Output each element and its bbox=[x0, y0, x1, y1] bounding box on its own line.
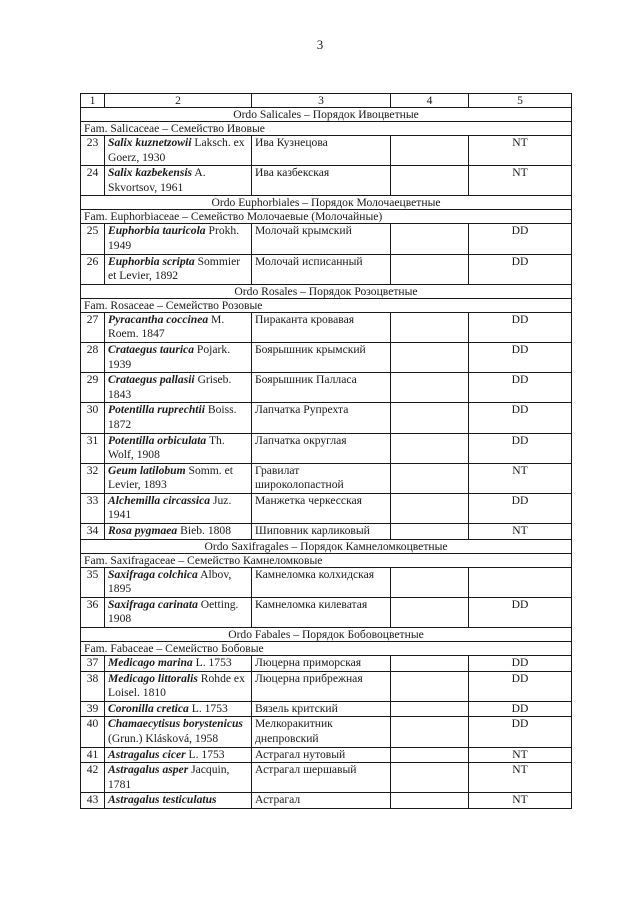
ordo-row bbox=[81, 628, 572, 642]
table-row bbox=[81, 463, 572, 493]
species-name-cell bbox=[105, 312, 252, 342]
family-row bbox=[81, 642, 572, 656]
species-name-cell bbox=[105, 403, 252, 433]
header-col-1: 1 bbox=[81, 94, 105, 108]
ordo-heading: Ordo Euphorbiales – Порядок Молочаецветные bbox=[81, 196, 572, 210]
species-name-cell bbox=[105, 524, 252, 540]
latin-name: Astragalus asper bbox=[108, 763, 189, 777]
column-4-value bbox=[391, 763, 469, 793]
latin-name: Salix kuznetzowii bbox=[108, 136, 192, 149]
row-number: 41 bbox=[81, 747, 105, 763]
species-name-cell bbox=[105, 166, 252, 196]
page-number: 3 bbox=[316, 37, 324, 52]
author-citation: Laksch. ex Goerz, 1930 bbox=[108, 136, 245, 164]
author-citation: M. Roem. 1847 bbox=[108, 312, 225, 341]
row-number: 29 bbox=[81, 373, 105, 403]
russian-name: Камнеломка килеватая bbox=[252, 597, 391, 627]
row-number: 33 bbox=[81, 493, 105, 523]
header-col-2: 2 bbox=[105, 94, 252, 108]
species-name-cell bbox=[105, 671, 252, 701]
russian-name: Лапчатка Рупрехта bbox=[252, 403, 391, 433]
column-4-value bbox=[391, 433, 469, 463]
species-name-cell bbox=[105, 793, 252, 809]
latin-name: Chamaecytisus borystenicus bbox=[108, 717, 243, 731]
column-4-value bbox=[391, 403, 469, 433]
status-category: DD bbox=[469, 656, 572, 672]
author-citation: Pojark. 1939 bbox=[108, 342, 231, 371]
author-citation: Boiss. 1872 bbox=[108, 403, 237, 431]
author-citation: L. 1753 bbox=[195, 656, 232, 670]
species-name-cell bbox=[105, 224, 252, 254]
family-row bbox=[81, 210, 572, 224]
latin-name: Potentilla orbiculata bbox=[108, 433, 207, 447]
table-row bbox=[81, 433, 572, 463]
russian-name: Боярышник Палласа bbox=[252, 373, 391, 403]
status-category: NT bbox=[469, 463, 572, 493]
row-number: 37 bbox=[81, 656, 105, 672]
family-heading: Fam. Fabaceae – Семейство Бобовые bbox=[81, 642, 572, 656]
status-category: DD bbox=[469, 254, 572, 284]
status-category: NT bbox=[469, 747, 572, 763]
species-name-cell bbox=[105, 463, 252, 493]
table-row bbox=[81, 763, 572, 793]
row-number: 31 bbox=[81, 433, 105, 463]
row-number: 26 bbox=[81, 254, 105, 284]
ordo-heading: Ordo Saxifragales – Порядок Камнеломкоцветные bbox=[81, 539, 572, 553]
latin-name: Astragalus testiculatus bbox=[108, 793, 217, 807]
family-row bbox=[81, 298, 572, 312]
row-number: 34 bbox=[81, 524, 105, 540]
column-4-value bbox=[391, 656, 469, 672]
author-citation: Th. Wolf, 1908 bbox=[108, 433, 225, 462]
column-4-value bbox=[391, 373, 469, 403]
table-row bbox=[81, 136, 572, 166]
row-number: 28 bbox=[81, 342, 105, 372]
row-number: 24 bbox=[81, 166, 105, 196]
russian-name: Ива Кузнецова bbox=[252, 136, 391, 166]
latin-name: Potentilla ruprechtii bbox=[108, 403, 205, 417]
author-citation: L. 1753 bbox=[188, 747, 225, 761]
row-number: 43 bbox=[81, 793, 105, 809]
russian-name: Люцерна прибрежная bbox=[252, 671, 391, 701]
column-4-value bbox=[391, 701, 469, 717]
column-4-value bbox=[391, 747, 469, 763]
latin-name: Euphorbia tauricola bbox=[108, 224, 206, 238]
table-row bbox=[81, 342, 572, 372]
table-body bbox=[81, 108, 572, 809]
latin-name: Alchemilla circassica bbox=[108, 493, 211, 507]
status-category: DD bbox=[469, 373, 572, 403]
row-number: 36 bbox=[81, 597, 105, 627]
status-category: DD bbox=[469, 342, 572, 372]
author-citation: Somm. et Levier, 1893 bbox=[108, 463, 233, 492]
family-heading: Fam. Euphorbiaceae – Семейство Молочаевые (Молочайные) bbox=[81, 210, 572, 224]
row-number: 39 bbox=[81, 701, 105, 717]
author-citation: Rohde ex Loisel. 1810 bbox=[108, 671, 245, 700]
column-4-value bbox=[391, 524, 469, 540]
column-4-value bbox=[391, 136, 469, 166]
russian-name: Люцерна приморская bbox=[252, 656, 391, 672]
russian-name: Астрагал bbox=[252, 793, 391, 809]
table-row bbox=[81, 567, 572, 597]
latin-name: Crataegus pallasii bbox=[108, 373, 195, 387]
russian-name: Молочай крымский bbox=[252, 224, 391, 254]
column-4-value bbox=[391, 463, 469, 493]
ordo-heading: Ordo Fabales – Порядок Бобовоцветные bbox=[81, 628, 572, 642]
ordo-row bbox=[81, 284, 572, 298]
status-category: DD bbox=[469, 597, 572, 627]
russian-name: Гравилат широколопастной bbox=[252, 463, 391, 493]
header-col-3: 3 bbox=[252, 94, 391, 108]
column-4-value bbox=[391, 166, 469, 196]
header-col-5: 5 bbox=[469, 94, 572, 108]
row-number: 30 bbox=[81, 403, 105, 433]
row-number: 42 bbox=[81, 763, 105, 793]
author-citation: Griseb. 1843 bbox=[108, 373, 232, 401]
row-number: 25 bbox=[81, 224, 105, 254]
column-4-value bbox=[391, 342, 469, 372]
status-category bbox=[469, 567, 572, 597]
author-citation: Prokh. 1949 bbox=[108, 224, 240, 252]
species-table bbox=[80, 93, 572, 809]
family-heading: Fam. Salicaceae – Семейство Ивовые bbox=[81, 122, 572, 136]
table-row bbox=[81, 656, 572, 672]
species-name-cell bbox=[105, 763, 252, 793]
latin-name: Saxifraga carinata bbox=[108, 597, 198, 611]
russian-name: Астрагал шершавый bbox=[252, 763, 391, 793]
latin-name: Crataegus taurica bbox=[108, 342, 195, 356]
column-4-value bbox=[391, 717, 469, 747]
column-4-value bbox=[391, 567, 469, 597]
column-4-value bbox=[391, 493, 469, 523]
ordo-heading: Ordo Salicales – Порядок Ивоцветные bbox=[81, 108, 572, 122]
latin-name: Rosa pygmaea bbox=[108, 524, 178, 538]
status-category: DD bbox=[469, 312, 572, 342]
author-citation: Juz. 1941 bbox=[108, 493, 232, 522]
russian-name: Лапчатка округлая bbox=[252, 433, 391, 463]
row-number: 35 bbox=[81, 567, 105, 597]
species-name-cell bbox=[105, 373, 252, 403]
column-4-value bbox=[391, 312, 469, 342]
table-row bbox=[81, 312, 572, 342]
table-row bbox=[81, 493, 572, 523]
species-name-cell bbox=[105, 597, 252, 627]
table-row bbox=[81, 671, 572, 701]
family-row bbox=[81, 122, 572, 136]
species-name-cell bbox=[105, 717, 252, 747]
table-row bbox=[81, 717, 572, 747]
table-row bbox=[81, 166, 572, 196]
species-name-cell bbox=[105, 567, 252, 597]
table-header-row bbox=[81, 94, 572, 108]
status-category: DD bbox=[469, 433, 572, 463]
species-name-cell bbox=[105, 433, 252, 463]
latin-name: Euphorbia scripta bbox=[108, 254, 195, 268]
status-category: NT bbox=[469, 136, 572, 166]
status-category: DD bbox=[469, 403, 572, 433]
species-name-cell bbox=[105, 342, 252, 372]
status-category: DD bbox=[469, 493, 572, 523]
species-name-cell bbox=[105, 701, 252, 717]
latin-name: Geum latilobum bbox=[108, 463, 186, 477]
latin-name: Pyracantha coccinea bbox=[108, 312, 209, 326]
status-category: DD bbox=[469, 671, 572, 701]
russian-name: Шиповник карликовый bbox=[252, 524, 391, 540]
author-citation: L. 1753 bbox=[191, 701, 228, 715]
author-citation: Albov, 1895 bbox=[108, 567, 232, 596]
status-category: NT bbox=[469, 793, 572, 809]
column-4-value bbox=[391, 597, 469, 627]
table-row bbox=[81, 224, 572, 254]
row-number: 40 bbox=[81, 717, 105, 747]
species-name-cell bbox=[105, 254, 252, 284]
status-category: DD bbox=[469, 224, 572, 254]
species-name-cell bbox=[105, 136, 252, 166]
table-row bbox=[81, 524, 572, 540]
species-name-cell bbox=[105, 656, 252, 672]
author-citation: (Grun.) Klásková, 1958 bbox=[108, 732, 219, 745]
header-col-4: 4 bbox=[391, 94, 469, 108]
latin-name: Coronilla cretica bbox=[108, 701, 189, 715]
russian-name: Манжетка черкесская bbox=[252, 493, 391, 523]
author-citation: Oetting. 1908 bbox=[108, 597, 239, 626]
species-name-cell bbox=[105, 747, 252, 763]
table-row bbox=[81, 254, 572, 284]
russian-name: Вязель критский bbox=[252, 701, 391, 717]
row-number: 32 bbox=[81, 463, 105, 493]
status-category: NT bbox=[469, 166, 572, 196]
author-citation: Sommier et Levier, 1892 bbox=[108, 254, 241, 283]
latin-name: Salix kazbekensis bbox=[108, 166, 193, 180]
status-category: NT bbox=[469, 524, 572, 540]
column-4-value bbox=[391, 671, 469, 701]
family-heading: Fam. Saxifragaceae – Семейство Камнеломковые bbox=[81, 553, 572, 567]
family-row bbox=[81, 553, 572, 567]
ordo-row bbox=[81, 196, 572, 210]
latin-name: Astragalus cicer bbox=[108, 747, 186, 761]
row-number: 38 bbox=[81, 671, 105, 701]
status-category: NT bbox=[469, 763, 572, 793]
column-4-value bbox=[391, 224, 469, 254]
latin-name: Medicago marina bbox=[108, 656, 193, 670]
row-number: 23 bbox=[81, 136, 105, 166]
russian-name: Мелкоракитник днепровский bbox=[252, 717, 391, 747]
ordo-row bbox=[81, 108, 572, 122]
column-4-value bbox=[391, 793, 469, 809]
ordo-heading: Ordo Rosales – Порядок Розоцветные bbox=[81, 284, 572, 298]
table-row bbox=[81, 373, 572, 403]
ordo-row bbox=[81, 539, 572, 553]
table-row bbox=[81, 747, 572, 763]
russian-name: Астрагал нутовый bbox=[252, 747, 391, 763]
author-citation: Jacquin, 1781 bbox=[108, 763, 230, 791]
family-heading: Fam. Rosaceae – Семейство Розовые bbox=[81, 298, 572, 312]
status-category: DD bbox=[469, 701, 572, 717]
table-row bbox=[81, 793, 572, 809]
table-row bbox=[81, 597, 572, 627]
author-citation: Bieb. 1808 bbox=[180, 524, 232, 538]
row-number: 27 bbox=[81, 312, 105, 342]
table-row bbox=[81, 701, 572, 717]
latin-name: Saxifraga colchica bbox=[108, 567, 198, 581]
russian-name: Камнеломка колхидская bbox=[252, 567, 391, 597]
column-4-value bbox=[391, 254, 469, 284]
status-category: DD bbox=[469, 717, 572, 747]
latin-name: Medicago littoralis bbox=[108, 671, 198, 685]
table-row bbox=[81, 403, 572, 433]
russian-name: Боярышник крымский bbox=[252, 342, 391, 372]
russian-name: Молочай исписанный bbox=[252, 254, 391, 284]
russian-name: Пираканта кровавая bbox=[252, 312, 391, 342]
author-citation: A. Skvortsov, 1961 bbox=[108, 166, 206, 194]
russian-name: Ива казбекская bbox=[252, 166, 391, 196]
species-name-cell bbox=[105, 493, 252, 523]
